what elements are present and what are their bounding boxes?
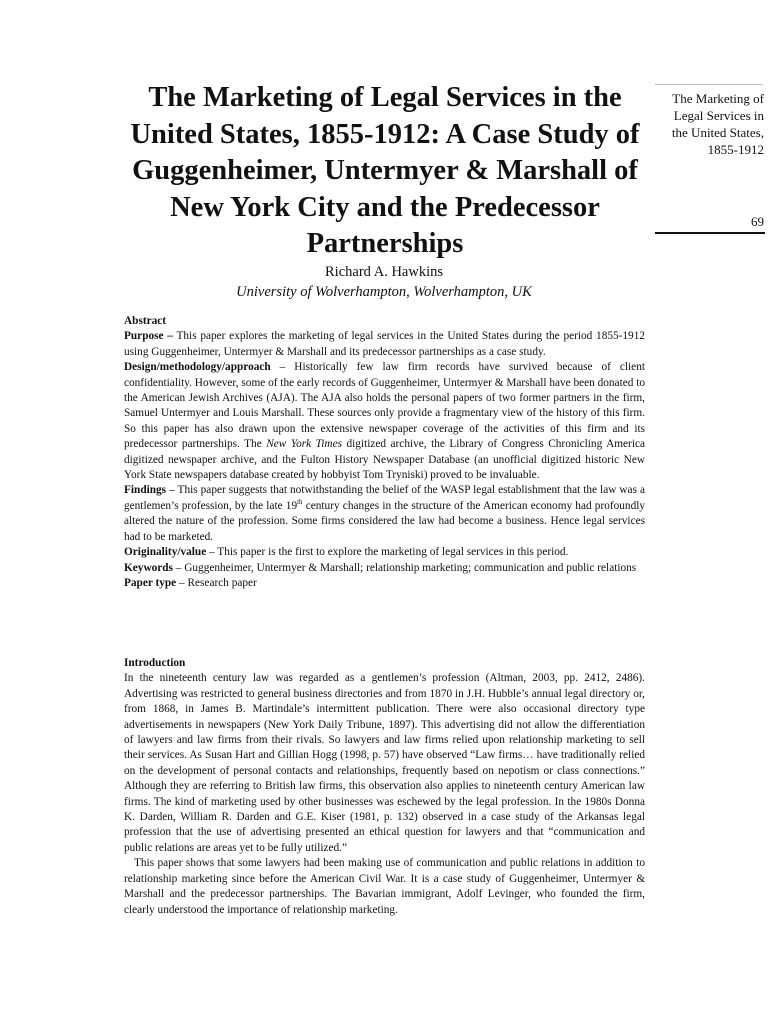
introduction-paragraph: This paper shows that some lawyers had been making use of communication and public relations in addition to relationship marketing since before the American Civil War. It is a case study of Guggenheimer, Untermyer & Marshall and the predecessor partnerships. The Bavarian immigrant, Adolf Levinger, who founded the firm, clearly understood the importance of relationship marketing. bbox=[124, 857, 645, 916]
running-head-line: 1855-1912 bbox=[707, 142, 764, 157]
abstract-paper-type: Paper type – Research paper bbox=[124, 576, 257, 589]
running-head-line: Legal Services in bbox=[673, 108, 764, 123]
introduction-paragraph: In the nineteenth century law was regarded as a gentlemen’s profession (Altman, 2003, pp. 2412, 2486). Advertising was restricted to general business directories and from 1870 in J.H. Hubble’s annual legal directory or, from 1868, in James B. Martindale’s intermittent publication. There were also occasional directory type advertisements in newspapers (New York Daily Tribune, 1897). This advertising did not allow the differentiation of lawyers and law firms from their rivals. So lawyers and law firms relied upon relationship marketing to sell their services. As Susan Hart and Gillian Hogg (1998, p. 57) have observed “Law firms… have traditionally relied on the development of personal contacts and relationships, frequently based on nepotism or class connections.” Although they are referring to British law firms, this observation also applies to nineteenth century American law firms. The kind of marketing used by other businesses was eschewed by the legal profession. In the 1980s Donna K. Darden, William R. Darden and G.E. Kiser (1981, p. 132) observed in a case study of the Arkansas legal profession that the use of advertising presented an ethical question for lawyers and that “communication and public relations are areas yet to be fully utilized.” bbox=[124, 672, 645, 854]
running-head bbox=[655, 90, 764, 158]
introduction-heading: Introduction bbox=[124, 657, 186, 669]
page-number-rule bbox=[655, 232, 765, 234]
author-name: Richard A. Hawkins bbox=[325, 264, 443, 280]
running-head-line: the United States, bbox=[671, 125, 764, 140]
title-line: New York City and the Predecessor bbox=[170, 191, 600, 223]
introduction-section bbox=[124, 656, 645, 918]
author-affiliation: University of Wolverhampton, Wolverhampton, UK bbox=[236, 284, 532, 300]
abstract-design: Design/methodology/approach – Historically few law firm records have survived because of client confidentiality. However, some of the early records of Guggenheimer, Untermyer & Marshall have been donated to the American Jewish Archives (AJA). The AJA also holds the personal papers of two former partners in the firm, Samuel Untermyer and Louis Marshall. These sources only provide a fragmentary view of the history of this firm. So this paper has also drawn upon the extensive newspaper coverage of the activities of this firm and its predecessor partnerships. The New York Times digitized archive, the Library of Congress Chronicling America digitized newspaper archive, and the Fulton History Newspaper Database (an unofficial digitized historic New York State newspapers database created by hobbyist Tom Tryniski) proved to be invaluable. bbox=[124, 361, 645, 482]
abstract-findings: Findings – This paper suggests that notwithstanding the belief of the WASP legal establishment that the law was a gentlemen’s profession, by the late 19th century changes in the structure of the American economy had profoundly altered the nature of the profession. Some firms considered the law had become a business. Hence legal services had to be marketed. bbox=[124, 484, 646, 543]
running-head-line: The Marketing of bbox=[672, 91, 764, 106]
title-line: Guggenheimer, Untermyer & Marshall of bbox=[132, 155, 638, 186]
margin-top-divider bbox=[655, 84, 763, 85]
title-line: United States, 1855-1912: A Case Study of bbox=[130, 118, 640, 150]
page-number: 69 bbox=[751, 214, 764, 229]
abstract-keywords: Keywords – Guggenheimer, Untermyer & Marshall; relationship marketing; communication and public relations bbox=[124, 561, 637, 574]
abstract-purpose: Purpose – This paper explores the marketing of legal services in the United States during the period 1855-1912 using Guggenheimer, Untermyer & Marshall and its predecessor partnerships as a case study. bbox=[124, 330, 646, 358]
abstract-heading: Abstract bbox=[124, 315, 167, 327]
title-line: The Marketing of Legal Services in the bbox=[148, 82, 622, 113]
paper-title bbox=[112, 80, 658, 263]
abstract-originality: Originality/value – This paper is the first to explore the marketing of legal services in this period. bbox=[124, 546, 569, 559]
title-line: Partnerships bbox=[306, 228, 464, 259]
abstract-section bbox=[124, 314, 645, 591]
